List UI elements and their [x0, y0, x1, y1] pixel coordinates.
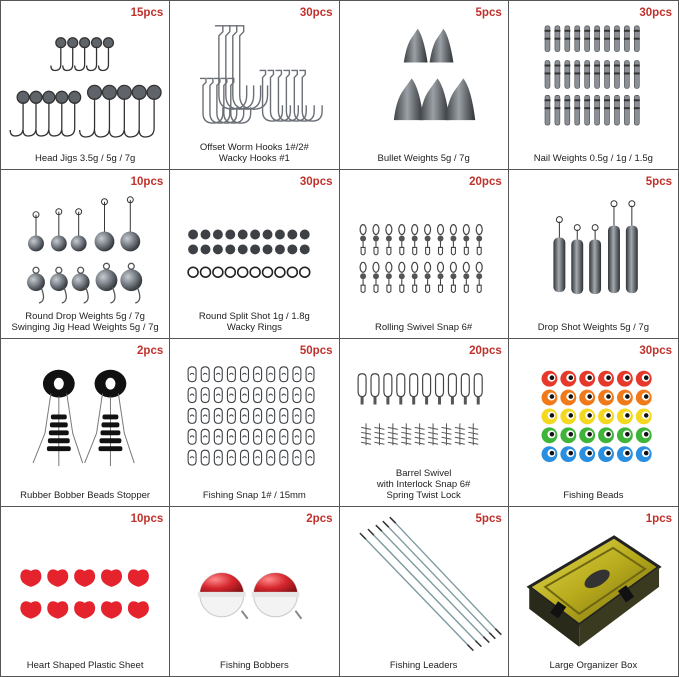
split-shot [275, 244, 285, 254]
item-label [172, 311, 336, 333]
wacky-ring [201, 267, 211, 277]
fishing-beads-icon [509, 339, 678, 507]
fishing-snap [241, 366, 249, 381]
swivel-snap-icon [340, 170, 508, 338]
heart-sheet [74, 601, 95, 619]
split-shot [263, 244, 273, 254]
item-bullet-weights [340, 1, 509, 170]
wacky-ring [250, 267, 260, 277]
item-organizer-box [509, 507, 678, 676]
swivel [424, 262, 430, 272]
item-count: 1pcs [645, 513, 672, 526]
spring-twist-lock [361, 423, 371, 445]
swivel [450, 262, 456, 272]
fishing-snap [267, 450, 275, 465]
spring-twist-lock [374, 423, 384, 445]
heart-sheet [47, 570, 68, 588]
split-shot [250, 229, 260, 239]
item-count: 5pcs [475, 513, 502, 526]
fishing-snap [188, 429, 196, 444]
split-shot [213, 229, 223, 239]
item-count: 30pcs [299, 7, 333, 19]
fishing-snap [306, 408, 314, 423]
item-label [3, 311, 167, 333]
split-shot [238, 244, 248, 254]
split-shot [201, 229, 211, 239]
barrel-swivel [474, 373, 482, 396]
item-label [342, 468, 506, 501]
item-fishing-snap [170, 339, 339, 508]
swivel [373, 224, 379, 234]
item-label-line: Round Drop Weights 5g / 7g [25, 310, 145, 322]
fishing-snap [293, 387, 301, 402]
leader-icon [340, 507, 508, 676]
item-count: 20pcs [469, 175, 502, 188]
item-label: Fishing Beads [563, 490, 624, 502]
swivel [463, 224, 469, 234]
spring-twist-lock [414, 423, 424, 445]
heart-sheet [74, 570, 95, 588]
heart-sheet [101, 570, 122, 588]
item-count: 30pcs [639, 7, 672, 19]
fishing-snap [201, 429, 209, 444]
barrel-swivel [371, 373, 379, 396]
item-count: 10pcs [130, 175, 164, 188]
split-shot [238, 229, 248, 239]
barrel-swivel [422, 373, 430, 396]
fishing-snap-icon [170, 339, 338, 507]
item-count: 2pcs [137, 344, 164, 357]
item-label-line: Spring Twist Lock [386, 490, 461, 502]
item-label: Rubber Bobber Beads Stopper [20, 490, 151, 502]
fishing-snap [267, 408, 275, 423]
fishing-snap [188, 408, 196, 423]
fishing-snap [241, 387, 249, 402]
item-label: Fishing Leaders [389, 660, 458, 671]
fishing-snap [228, 387, 236, 402]
item-label-line: Swinging Jig Head Weights 5g / 7g [11, 321, 159, 333]
bullet-weights-icon [340, 1, 508, 169]
split-shot [201, 244, 211, 254]
barrel-swivel [461, 373, 469, 396]
split-shot [300, 229, 310, 239]
item-worm-hooks [170, 1, 339, 170]
fishing-snap [228, 450, 236, 465]
item-label-line: Barrel Swivel [395, 468, 452, 480]
item-count: 15pcs [130, 7, 164, 19]
item-bobber-stopper [1, 339, 170, 508]
swivel [476, 224, 482, 234]
item-label-line: with Interlock Snap 6# [376, 479, 471, 491]
wacky-ring [188, 267, 198, 277]
item-label: Fishing Bobbers [220, 660, 289, 671]
item-label-line: Wacky Rings [226, 321, 282, 333]
spring-twist-lock [428, 423, 438, 445]
split-shot [213, 244, 223, 254]
item-count: 10pcs [130, 513, 164, 526]
item-round-drop-weights [1, 170, 170, 339]
item-split-shot [170, 170, 339, 339]
split-shot [250, 244, 260, 254]
swivel [476, 262, 482, 272]
heart-sheet [128, 570, 149, 588]
jig-head-hooks-icon [1, 1, 169, 169]
spring-twist-lock [441, 423, 451, 445]
drop-shot-weights-icon [509, 170, 678, 338]
fishing-snap [201, 366, 209, 381]
item-count: 30pcs [639, 344, 672, 357]
fishing-snap [293, 408, 301, 423]
fishing-snap [280, 450, 288, 465]
fishing-snap [241, 450, 249, 465]
fishing-snap [215, 408, 223, 423]
item-label: Rolling Swivel Snap 6# [375, 321, 473, 333]
spring-twist-lock [387, 423, 397, 445]
wacky-ring [226, 267, 236, 277]
barrel-swivel [448, 373, 456, 396]
item-label: Fishing Snap 1# / 15mm [202, 490, 306, 502]
fishing-snap [201, 408, 209, 423]
split-shot [288, 229, 298, 239]
fishing-snap [241, 429, 249, 444]
item-label: Heart Shaped Plastic Sheet [26, 660, 144, 671]
item-head-jigs [1, 1, 170, 170]
fishing-snap [215, 387, 223, 402]
spring-twist-lock [468, 423, 478, 445]
heart-sheet-icon [1, 507, 169, 676]
swivel [411, 224, 417, 234]
fishing-snap [188, 387, 196, 402]
wacky-ring [213, 267, 223, 277]
split-shot [226, 244, 236, 254]
swivel [373, 262, 379, 272]
split-shot [288, 244, 298, 254]
item-leaders [340, 507, 509, 676]
fishing-snap [241, 408, 249, 423]
item-label: Head Jigs 3.5g / 5g / 7g [34, 152, 136, 164]
barrel-swivel [435, 373, 443, 396]
item-count: 2pcs [306, 513, 333, 526]
swivel [437, 224, 443, 234]
heart-sheet [47, 601, 68, 619]
item-label-line: Wacky Hooks #1 [218, 152, 290, 164]
wacky-ring [275, 267, 285, 277]
heart-sheet [128, 601, 149, 619]
item-count: 50pcs [299, 344, 333, 357]
spring-twist-lock [454, 423, 464, 445]
fishing-snap [254, 366, 262, 381]
fishing-snap [215, 450, 223, 465]
fishing-snap [254, 450, 262, 465]
fishing-snap [280, 429, 288, 444]
item-label-line: Offset Worm Hooks 1#/2# [199, 141, 309, 153]
fishing-snap [293, 366, 301, 381]
item-label: Drop Shot Weights 5g / 7g [537, 321, 649, 333]
item-count: 5pcs [475, 7, 502, 19]
fishing-snap [254, 408, 262, 423]
item-barrel-swivel [340, 339, 509, 508]
item-fishing-beads [509, 339, 678, 508]
item-rolling-swivel-snap [340, 170, 509, 339]
fishing-snap [228, 408, 236, 423]
swivel [424, 224, 430, 234]
fishing-snap [254, 429, 262, 444]
split-shot [226, 229, 236, 239]
fishing-snap [293, 450, 301, 465]
swivel [360, 262, 366, 272]
spring-twist-lock [401, 423, 411, 445]
fishing-snap [254, 387, 262, 402]
fishing-snap [188, 450, 196, 465]
swivel [450, 224, 456, 234]
fishing-snap [306, 450, 314, 465]
item-count: 5pcs [645, 175, 672, 188]
fishing-snap [188, 366, 196, 381]
barrel-swivel [409, 373, 417, 396]
swivel [411, 262, 417, 272]
barrel-swivel [396, 373, 404, 396]
heart-sheet [101, 601, 122, 619]
fishing-snap [267, 366, 275, 381]
swivel [360, 224, 366, 234]
barrel-swivel [358, 373, 366, 396]
fishing-snap [306, 387, 314, 402]
split-shot [275, 229, 285, 239]
item-bobbers [170, 507, 339, 676]
organizer-box-icon [509, 507, 678, 676]
fishing-snap [267, 387, 275, 402]
fishing-snap [215, 429, 223, 444]
fishing-snap [267, 429, 275, 444]
split-shot [263, 229, 273, 239]
item-heart-sheet [1, 507, 170, 676]
bobber-icon [170, 507, 338, 676]
item-label: Bullet Weights 5g / 7g [377, 152, 470, 164]
split-shot [188, 244, 198, 254]
fishing-snap [280, 387, 288, 402]
item-count: 30pcs [299, 175, 333, 188]
fishing-snap [306, 366, 314, 381]
item-count: 20pcs [469, 344, 502, 357]
split-shot [188, 229, 198, 239]
swivel [398, 262, 404, 272]
fishing-snap [293, 429, 301, 444]
item-label: Nail Weights 0.5g / 1g / 1.5g [533, 152, 653, 164]
item-label: Large Organizer Box [549, 660, 638, 671]
fishing-snap [280, 408, 288, 423]
heart-sheet [20, 601, 41, 619]
barrel-swivel [383, 373, 391, 396]
swivel [463, 262, 469, 272]
fishing-snap [201, 450, 209, 465]
item-label-line: Round Split Shot 1g / 1.8g [198, 310, 310, 322]
fishing-snap [201, 387, 209, 402]
wacky-ring [263, 267, 273, 277]
split-shot [300, 244, 310, 254]
fishing-snap [306, 429, 314, 444]
bobber-stopper-icon [1, 339, 169, 507]
wacky-ring [288, 267, 298, 277]
fishing-snap [228, 366, 236, 381]
item-drop-shot-weights [509, 170, 678, 339]
wacky-ring [300, 267, 310, 277]
swivel [385, 224, 391, 234]
nail-weights-icon [509, 1, 678, 169]
swivel [437, 262, 443, 272]
swivel [385, 262, 391, 272]
swivel [398, 224, 404, 234]
item-label [172, 142, 336, 164]
wacky-ring [238, 267, 248, 277]
fishing-snap [280, 366, 288, 381]
fishing-snap [228, 429, 236, 444]
fishing-snap [215, 366, 223, 381]
item-nail-weights [509, 1, 678, 170]
heart-sheet [20, 570, 41, 588]
